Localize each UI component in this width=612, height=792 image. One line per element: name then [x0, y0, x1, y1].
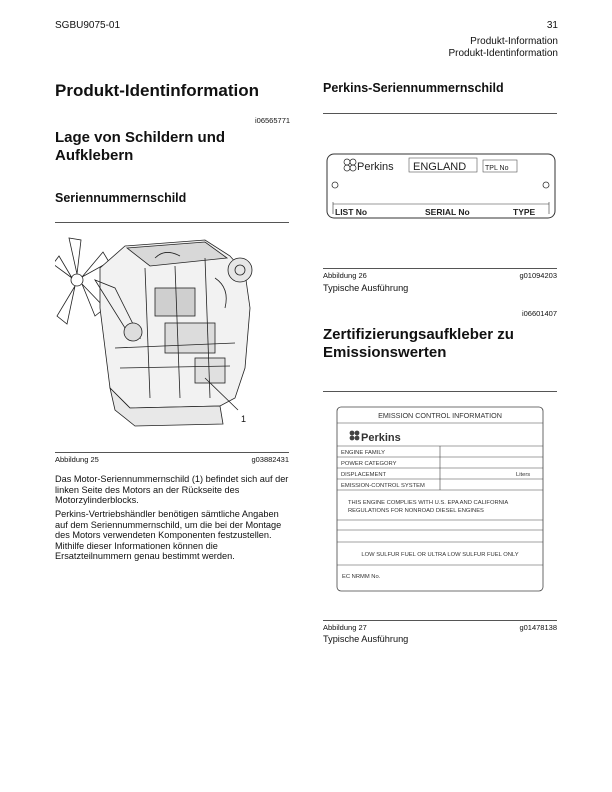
label-statement-line1: THIS ENGINE COMPLIES WITH U.S. EPA AND CALIFORNIA: [348, 500, 509, 506]
label-liters: Liters: [516, 472, 531, 478]
subsection-heading: Seriennummernschild: [55, 191, 187, 205]
subsection-name: Produkt-Identinformation: [448, 48, 558, 59]
plate-type: TYPE: [513, 207, 536, 217]
reference-id: i06601407: [521, 309, 557, 318]
plate-serial: SERIAL No: [425, 207, 470, 217]
rule: [323, 113, 557, 114]
label-row-engine-family: ENGINE FAMILY: [341, 450, 386, 456]
label-row-displacement: DISPLACEMENT: [341, 472, 387, 478]
plate-list: LIST No: [335, 207, 368, 217]
plate-heading: Perkins-Seriennummernschild: [323, 81, 504, 95]
label-fuel: LOW SULFUR FUEL OR ULTRA LOW SULFUR FUEL ONLY: [361, 552, 519, 558]
paragraph: Das Motor-Seriennummernschild (1) befindet sich auf der linken Seite des Motors an der Rückseite des Motorzylinderblocks.: [55, 474, 289, 506]
plate-country: ENGLAND: [413, 161, 467, 173]
label-brand: Perkins: [361, 432, 401, 444]
section-name: Produkt-Information: [470, 36, 558, 47]
emission-label-illustration: [336, 406, 544, 592]
figure-caption-label: Abbildung 25: [55, 455, 99, 464]
callout-number: 1: [241, 414, 247, 424]
rule: [55, 452, 289, 453]
plate-brand: Perkins: [357, 161, 394, 173]
rule: [55, 222, 289, 223]
label-ec-nrmm: EC NRMM No.: [342, 574, 381, 580]
reference-id: i06565771: [255, 116, 291, 125]
section-heading: Zertifizierungsaufkleber zu Emissionswerten: [323, 326, 514, 361]
rule: [323, 391, 557, 392]
document-id: SGBU9075-01: [55, 20, 121, 31]
page-number: 31: [546, 20, 558, 31]
figure-caption-text: Typische Ausführung: [323, 283, 409, 293]
figure-caption-code: g01478138: [519, 623, 557, 632]
serial-plate-illustration: [325, 152, 557, 220]
figure-caption-text: Typische Ausführung: [323, 634, 409, 644]
rule: [323, 268, 557, 269]
label-row-emission-system: EMISSION-CONTROL SYSTEM: [341, 483, 425, 489]
section-heading: Lage von Schildern und Aufklebern: [55, 129, 226, 164]
figure-caption-label: Abbildung 26: [323, 271, 367, 280]
figure-caption-code: g03882431: [251, 455, 289, 464]
label-title: EMISSION CONTROL INFORMATION: [378, 411, 502, 420]
paragraph: Perkins-Vertriebshändler benötigen sämtliche Angaben auf dem Seriennummernschild, um die bei der Montage des Motors verwendeten Komponenten festzustellen. Mithilfe dieser Informationen können die Ersatzteilnummern genau bestimmt werden.: [55, 509, 282, 562]
label-statement-line2: REGULATIONS FOR NONROAD DIESEL ENGINES: [348, 508, 484, 514]
figure-caption-code: g01094203: [519, 271, 557, 280]
engine-illustration: [55, 228, 289, 443]
figure-caption-label: Abbildung 27: [323, 623, 367, 632]
label-row-power-category: POWER CATEGORY: [341, 461, 397, 467]
plate-tpl: TPL No: [485, 165, 509, 172]
rule: [323, 620, 557, 621]
page-title: Produkt-Identinformation: [55, 81, 259, 100]
